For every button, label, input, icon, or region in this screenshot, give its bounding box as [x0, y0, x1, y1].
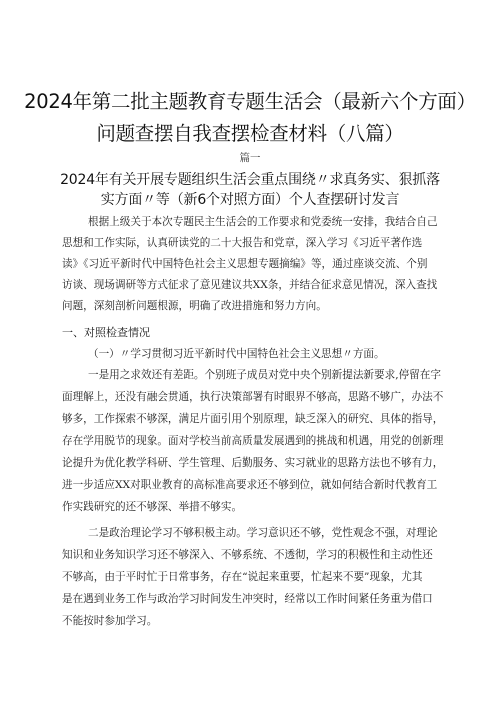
paragraph-line: 面理解上，还没有融会贯通，执行决策部署有时眼界不够高，思路不够广，办法不: [62, 391, 444, 403]
paragraph-line: 一是用之求效还有差距。个别班子成员对党中央个别新提法新要求,停留在字: [88, 369, 441, 381]
intro-line: 根据上级关于本次专题民主生活会的工作要求和党委统一安排，我结合自己: [88, 216, 438, 228]
intro-line: 思想和工作实际，认真研读党的二十大报告和党章，深入学习《习近平著作选: [62, 237, 423, 249]
paragraph-line: 进一步适应XX对职业教育的高标准高要求还不够到位，就如何结合新时代教育工: [62, 479, 438, 491]
paragraph-line: 知识和业务知识学习还不够深入、不够系统、不透彻，学习的积极性和主动性还: [62, 549, 433, 561]
document-title-line-2: 问题查摆自我查摆检查材料（八篇）: [96, 122, 404, 145]
paragraph-line: 论提升为优化教学科研、学生管理、后勤服务、实习就业的思路方法也不够有力，: [62, 457, 444, 469]
paragraph-line: 作实践研究的还不够深、举措不够实。: [62, 501, 243, 513]
intro-line: 访谈、现场调研等方式征求了意见建议共XX条，并结合征求意见情况，深入查找: [62, 279, 438, 291]
subsection-heading: （一）〃学习贯彻习近平新时代中国特色社会主义思想〃方面。: [88, 348, 385, 360]
document-title-line-1: 2024年第二批主题教育专题生活会（最新六个方面）: [24, 90, 476, 113]
part-label: 篇一: [239, 152, 261, 164]
section-heading: 一、对照检查情况: [62, 326, 150, 339]
paragraph-line: 二是政治理论学习不够积极主动。学习意识还不够，党性观念不强，对理论: [88, 527, 438, 539]
paragraph-line: 不够高，由于平时忙于日常事务，存在“说起来重要，忙起来不要”现象，尤其: [62, 571, 423, 583]
subtitle-line-2: 实方面〃等（新6个对照方面）个人查摆研讨发言: [100, 192, 400, 208]
intro-line: 问题，深刻剖析问题根源，明确了改进措施和努力方向。: [62, 300, 327, 312]
paragraph-line: 是在遇到业务工作与政治学习时间发生冲突时，经常以工作时间紧任务重为借口: [62, 593, 433, 605]
paragraph-line: 不能按时参加学习。: [62, 615, 158, 627]
paragraph-line: 存在学用脱节的现象。面对学校当前高质量发展遇到的挑战和机遇，用党的创新理: [62, 435, 444, 447]
subtitle-line-1: 2024年有关开展专题组织生活会重点围绕〃求真务实、狠抓落: [60, 172, 440, 188]
paragraph-line: 够多，工作探索不够深，满足片面引用个别原理，缺乏深入的研究、具体的指导，: [62, 413, 444, 425]
intro-line: 读》《习近平新时代中国特色社会主义思想专题摘编》等，通过座谈交流、个别: [62, 258, 428, 270]
